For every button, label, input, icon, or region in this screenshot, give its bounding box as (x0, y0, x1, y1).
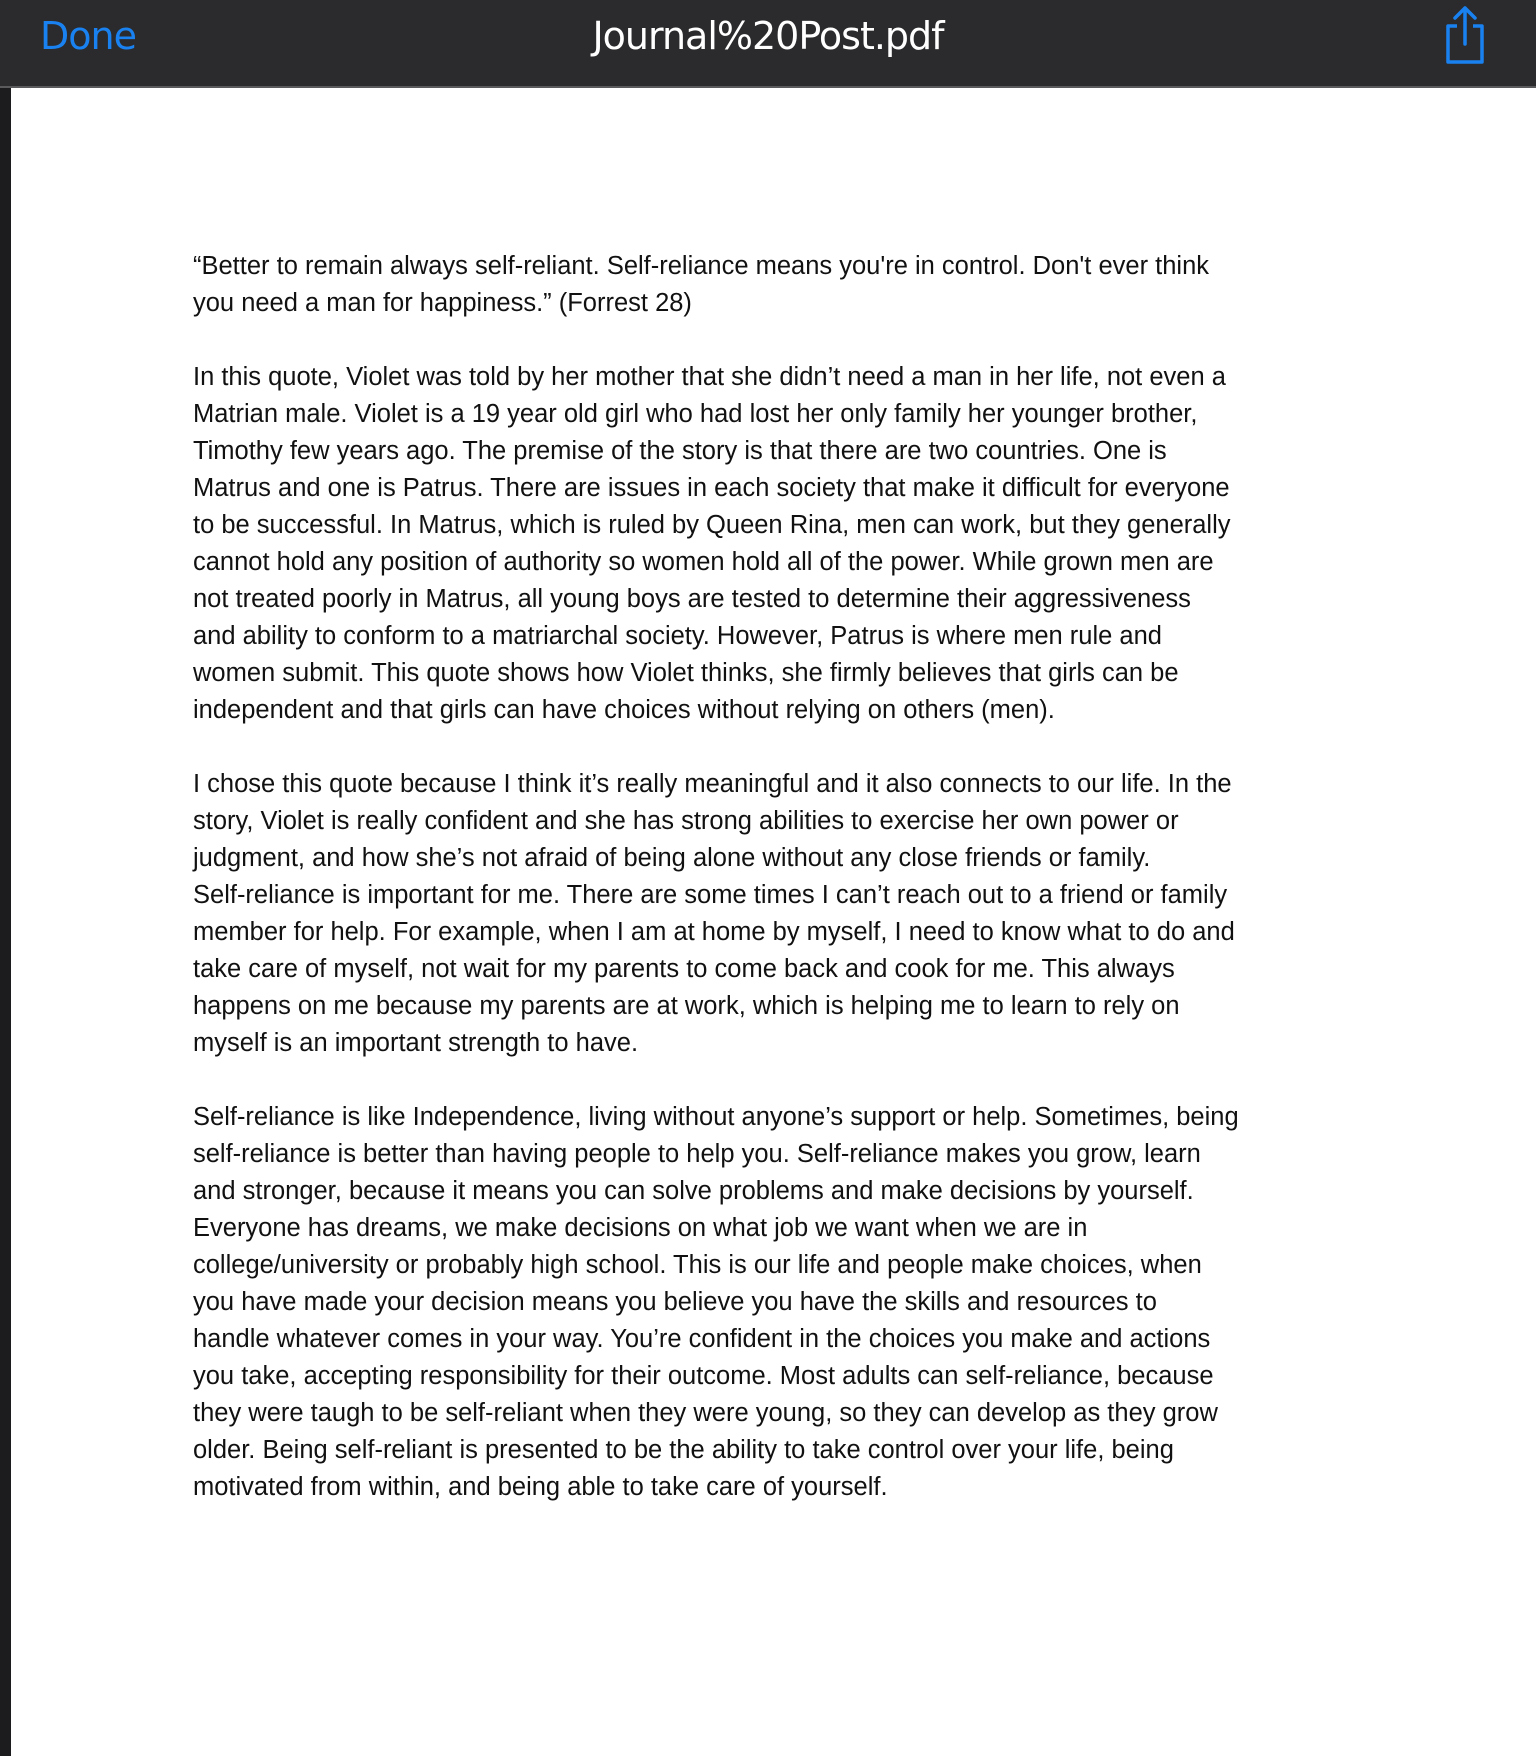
text-line: Matrian male. Violet is a 19 year old girl who had lost her only family her younger brother, (193, 400, 1198, 428)
text-line: and stronger, because it means you can solve problems and make decisions by yourself. (193, 1177, 1194, 1205)
text-line: Self-reliance is like Independence, living without anyone’s support or help. Sometimes, being (193, 1103, 1239, 1131)
text-line: independent and that girls can have choices without relying on others (men). (193, 696, 1055, 724)
text-line: you take, accepting responsibility for their outcome. Most adults can self-reliance, because (193, 1362, 1214, 1390)
paragraph (193, 248, 1373, 322)
text-line: member for help. For example, when I am at home by myself, I need to know what to do and (193, 918, 1235, 946)
text-line: handle whatever comes in your way. You’re confident in the choices you make and actions (193, 1325, 1211, 1353)
text-line: cannot hold any position of authority so women hold all of the power. While grown men are (193, 548, 1214, 576)
text-line: older. Being self-reliant is presented to be the ability to take control over your life, being (193, 1436, 1174, 1464)
text-line: not treated poorly in Matrus, all young boys are tested to determine their aggressiveness (193, 585, 1191, 613)
pdf-page (11, 88, 1536, 1756)
text-line: and ability to conform to a matriarchal society. However, Patrus is where men rule and (193, 622, 1162, 650)
share-icon (1440, 4, 1490, 66)
text-line: you have made your decision means you believe you have the skills and resources to (193, 1288, 1157, 1316)
done-button[interactable]: Done (40, 14, 136, 58)
paragraph (193, 359, 1373, 729)
text-line: they were taugh to be self-reliant when they were young, so they can develop as they grow (193, 1399, 1218, 1427)
text-line: myself is an important strength to have. (193, 1029, 639, 1057)
paragraph (193, 766, 1373, 1062)
text-line: Timothy few years ago. The premise of the story is that there are two countries. One is (193, 437, 1167, 465)
text-line: motivated from within, and being able to take care of yourself. (193, 1473, 888, 1501)
text-line: Matrus and one is Patrus. There are issues in each society that make it difficult for everyone (193, 474, 1230, 502)
text-line: judgment, and how she’s not afraid of being alone without any close friends or family. (193, 844, 1151, 872)
share-button[interactable] (1440, 4, 1490, 66)
text-line: “Better to remain always self-reliant. Self-reliance means you're in control. Don't ever think (193, 252, 1210, 280)
text-line: happens on me because my parents are at work, which is helping me to learn to rely on (193, 992, 1180, 1020)
text-line: In this quote, Violet was told by her mother that she didn’t need a man in her life, not even a (193, 363, 1226, 391)
document-body (193, 248, 1373, 1543)
text-line: to be successful. In Matrus, which is ruled by Queen Rina, men can work, but they generally (193, 511, 1231, 539)
text-line: take care of myself, not wait for my parents to come back and cook for me. This always (193, 955, 1175, 983)
text-line: self-reliance is better than having people to help you. Self-reliance makes you grow, learn (193, 1140, 1201, 1168)
text-line: story, Violet is really confident and she has strong abilities to exercise her own power or (193, 807, 1179, 835)
navigation-bar (0, 0, 1536, 88)
text-line: women submit. This quote shows how Violet thinks, she firmly believes that girls can be (193, 659, 1179, 687)
text-line: I chose this quote because I think it’s really meaningful and it also connects to our life. In the (193, 770, 1232, 798)
paragraph (193, 1099, 1373, 1506)
document-title: Journal%20Post.pdf (592, 14, 944, 58)
text-line: you need a man for happiness.” (Forrest 28) (193, 289, 692, 317)
text-line: Self-reliance is important for me. There are some times I can’t reach out to a friend or family (193, 881, 1228, 909)
text-line: Everyone has dreams, we make decisions on what job we want when we are in (193, 1214, 1088, 1242)
text-line: college/university or probably high school. This is our life and people make choices, when (193, 1251, 1202, 1279)
